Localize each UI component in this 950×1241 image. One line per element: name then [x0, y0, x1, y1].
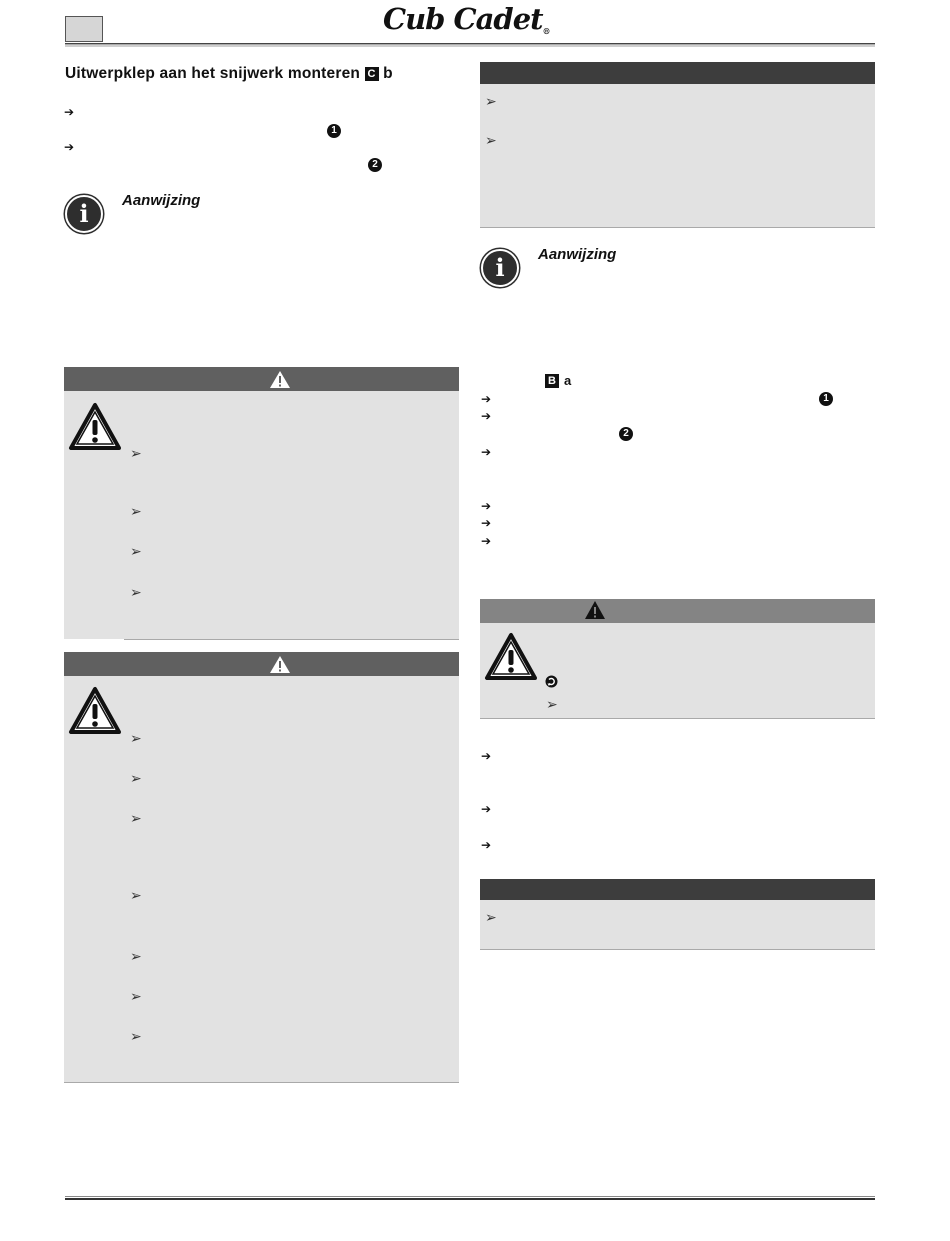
- warning-box-3-header: [480, 599, 875, 623]
- turn-arrow-icon: [545, 675, 558, 688]
- warning-box-1-header: [64, 367, 459, 391]
- arrow-icon: ➔: [481, 838, 492, 852]
- chevron-icon: ➢: [130, 503, 142, 519]
- chevron-icon: ➢: [130, 810, 142, 826]
- brand-logo: Cub Cadet®: [383, 2, 550, 36]
- arrow-icon: ➔: [481, 802, 492, 816]
- notice-box-1: [480, 84, 875, 227]
- warning-box-2: [64, 676, 459, 1082]
- chevron-icon: ➢: [130, 948, 142, 964]
- chevron-icon: ➢: [546, 696, 558, 712]
- warning-large-icon: [68, 686, 123, 736]
- arrow-icon: ➔: [64, 140, 75, 154]
- section-title: Uitwerpklep aan het snijwerk monteren C b: [65, 65, 393, 82]
- arrow-icon: ➔: [481, 445, 492, 459]
- arrow-icon: ➔: [481, 749, 492, 763]
- chevron-icon: ➢: [485, 132, 497, 148]
- chevron-icon: ➢: [130, 770, 142, 786]
- warning-large-icon: [68, 402, 123, 452]
- chevron-icon: ➢: [130, 543, 142, 559]
- divider: [480, 949, 875, 950]
- figure-badge-suffix: a: [564, 373, 572, 388]
- arrow-icon: ➔: [481, 516, 492, 530]
- arrow-icon: ➔: [64, 105, 75, 119]
- notice-box-2-header: [480, 879, 875, 900]
- notice-box-2: [480, 900, 875, 949]
- arrow-icon: ➔: [481, 499, 492, 513]
- warning-box-3: [480, 623, 875, 718]
- notice-box-1-header: [480, 62, 875, 84]
- warning-triangle-icon: [64, 652, 459, 676]
- divider: [64, 1082, 459, 1083]
- figure-badge-b: B: [545, 374, 559, 388]
- arrow-icon: ➔: [481, 534, 492, 548]
- warning-large-icon: [484, 632, 539, 682]
- chevron-icon: ➢: [130, 584, 142, 600]
- step-number-1: 1: [819, 392, 833, 406]
- step-number-2: 2: [619, 427, 633, 441]
- note-title: Aanwijzing: [122, 192, 201, 209]
- step-number-2: 2: [368, 158, 382, 172]
- chevron-icon: ➢: [130, 988, 142, 1004]
- chevron-icon: ➢: [130, 730, 142, 746]
- warning-box-2-header: [64, 652, 459, 676]
- warning-triangle-icon: [480, 599, 875, 623]
- warning-box-1: [64, 391, 459, 639]
- divider: [480, 227, 875, 228]
- arrow-icon: ➔: [481, 409, 492, 423]
- info-icon: i: [481, 249, 519, 287]
- chevron-icon: ➢: [130, 887, 142, 903]
- footer-rule: [65, 1196, 875, 1200]
- header-rule: [65, 43, 875, 47]
- page-tab-box: [65, 16, 103, 42]
- note-title: Aanwijzing: [538, 246, 617, 263]
- divider: [124, 639, 459, 640]
- info-icon: i: [65, 195, 103, 233]
- arrow-icon: ➔: [481, 392, 492, 406]
- divider: [480, 718, 875, 719]
- figure-badge-c: C: [365, 67, 379, 81]
- chevron-icon: ➢: [485, 93, 497, 109]
- warning-triangle-icon: [64, 367, 459, 391]
- step-number-1: 1: [327, 124, 341, 138]
- chevron-icon: ➢: [130, 1028, 142, 1044]
- chevron-icon: ➢: [485, 909, 497, 925]
- chevron-icon: ➢: [130, 445, 142, 461]
